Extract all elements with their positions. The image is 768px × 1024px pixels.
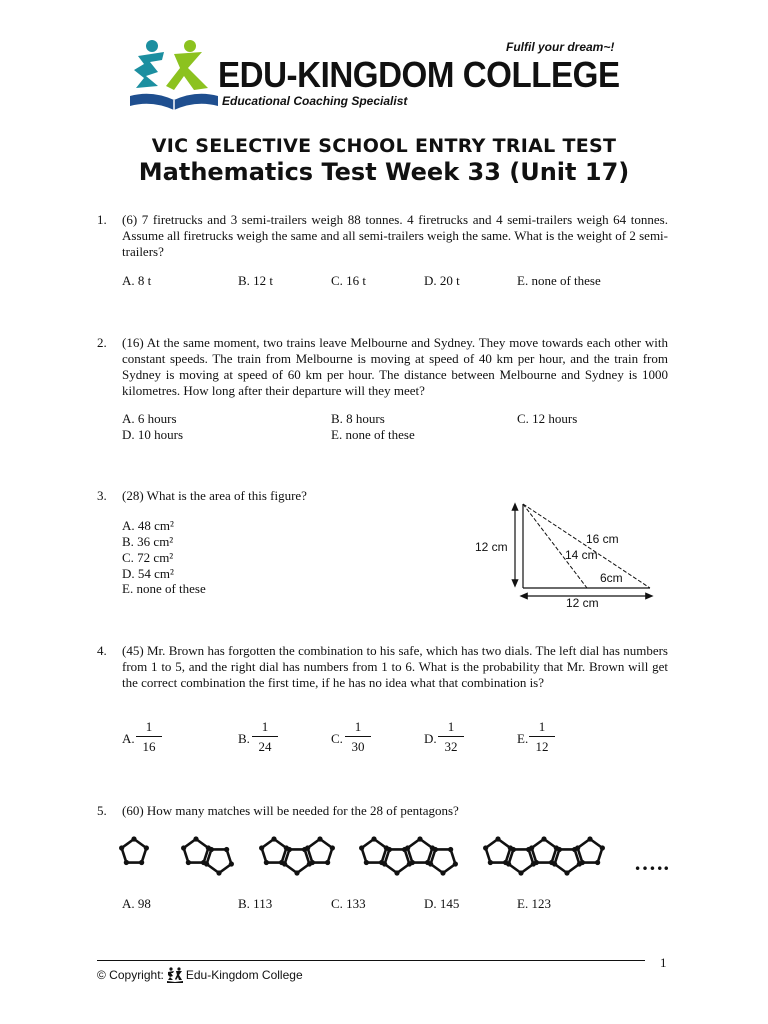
question-5-option-c: C. 133 bbox=[331, 896, 366, 911]
question-3-option-d: D. 54 cm² bbox=[122, 566, 174, 581]
match-head bbox=[595, 860, 600, 865]
test-title: VIC SELECTIVE SCHOOL ENTRY TRIAL TEST bbox=[151, 135, 617, 157]
fraction-denominator: 32 bbox=[444, 739, 458, 754]
match-head bbox=[534, 860, 539, 865]
pentagon-shape bbox=[184, 839, 209, 863]
match-head bbox=[511, 847, 516, 852]
question-1-text: (6) 7 firetrucks and 3 semi-trailers weigh 88 tonnes. 4 firetrucks and 4 semi-trailers weigh 64 tonnes. Assume all firetrucks weigh the same and all semi-trailers weigh the same. What is the weight of 2 semi-trailers? bbox=[122, 212, 668, 259]
match-head bbox=[575, 845, 580, 850]
match-head bbox=[417, 836, 422, 841]
match-head bbox=[364, 860, 369, 865]
match-head bbox=[541, 836, 546, 841]
fraction-numerator: 1 bbox=[538, 719, 546, 734]
match-head bbox=[382, 861, 387, 866]
fraction-denominator: 30 bbox=[351, 739, 365, 754]
match-head bbox=[216, 870, 221, 875]
question-1-option-b: B. 12 t bbox=[238, 273, 274, 288]
match-head bbox=[488, 860, 493, 865]
pentagon-shape bbox=[578, 839, 603, 863]
pentagon-shape bbox=[486, 839, 511, 863]
pentagon-shape bbox=[207, 849, 232, 873]
footer-divider bbox=[97, 960, 645, 961]
match-head bbox=[557, 847, 562, 852]
pentagon-shape bbox=[362, 839, 387, 863]
match-head bbox=[587, 836, 592, 841]
fraction-numerator: 1 bbox=[261, 719, 269, 734]
fraction-numerator: 1 bbox=[354, 719, 362, 734]
question-4-option-c-fraction bbox=[345, 719, 371, 755]
college-name: EDU-KINGDOM COLLEGE bbox=[218, 54, 620, 95]
question-2-number: 2. bbox=[97, 335, 107, 350]
question-2-option-b: B. 8 hours bbox=[331, 411, 385, 426]
question-1-number: 1. bbox=[97, 212, 107, 227]
question-2-option-e: E. none of these bbox=[331, 427, 415, 442]
match-head bbox=[224, 847, 229, 852]
match-head bbox=[394, 870, 399, 875]
match-head bbox=[144, 845, 149, 850]
question-2-option-a: A. 6 hours bbox=[122, 411, 177, 426]
match-head bbox=[405, 845, 410, 850]
figure-height-label: 12 cm bbox=[475, 540, 508, 554]
match-head bbox=[305, 845, 310, 850]
question-4-text: (45) Mr. Brown has forgotten the combination to his safe, which has two dials. The left dial has numbers from 1 to 5, and the right dial has numbers from 1 to 6. What is the probability that Mr. Brown will get the correct combination the first time, if he has no idea what that combination is? bbox=[122, 643, 668, 690]
copyright-notice bbox=[97, 967, 303, 983]
match-head bbox=[359, 845, 364, 850]
match-head bbox=[428, 861, 433, 866]
pentagon-shape bbox=[262, 839, 287, 863]
match-head bbox=[600, 845, 605, 850]
match-head bbox=[131, 836, 136, 841]
question-1-option-a: A. 8 t bbox=[122, 273, 152, 288]
fraction-denominator: 24 bbox=[258, 739, 272, 754]
college-subtitle: Educational Coaching Specialist bbox=[222, 94, 408, 108]
question-3-text: (28) What is the area of this figure? bbox=[122, 488, 307, 503]
question-5-text: (60) How many matches will be needed for the 28 of pentagons? bbox=[122, 803, 459, 818]
match-head bbox=[529, 845, 534, 850]
pentagon-shape bbox=[555, 849, 580, 873]
college-logo bbox=[128, 38, 220, 112]
match-head bbox=[271, 836, 276, 841]
figure-base-label: 12 cm bbox=[566, 596, 599, 610]
question-4-option-e-letter: E. bbox=[517, 731, 529, 746]
match-head bbox=[186, 860, 191, 865]
match-head bbox=[259, 845, 264, 850]
question-2-text: (16) At the same moment, two trains leave Melbourne and Sydney. They move towards each other with constant speeds. The train from Melbourne is moving at speed of 40 km per hour, and the train from Sydney is moving at speed of 60 km per hour. The distance between Melbourne and Sydney is 1000 kilometres. How long after their departure will they meet? bbox=[122, 335, 668, 398]
match-head bbox=[580, 860, 585, 865]
question-3-option-b: B. 36 cm² bbox=[122, 534, 174, 549]
match-head bbox=[387, 847, 392, 852]
question-1-option-c: C. 16 t bbox=[331, 273, 367, 288]
question-2-option-d: D. 10 hours bbox=[122, 427, 184, 442]
match-head bbox=[193, 836, 198, 841]
question-4-option-a-fraction bbox=[136, 719, 162, 755]
figure-hypotenuse-label: 16 cm bbox=[586, 532, 619, 546]
match-head bbox=[317, 836, 322, 841]
fraction-denominator: 16 bbox=[142, 739, 156, 754]
pentagon-shape bbox=[532, 839, 557, 863]
match-head bbox=[229, 861, 234, 866]
question-5-option-e: E. 123 bbox=[517, 896, 551, 911]
sequence-ellipsis: ….. bbox=[634, 850, 670, 875]
match-head bbox=[433, 847, 438, 852]
match-head bbox=[495, 836, 500, 841]
match-head bbox=[330, 845, 335, 850]
question-5-option-d: D. 145 bbox=[424, 896, 460, 911]
question-4-option-d-fraction bbox=[438, 719, 464, 755]
question-5-option-b: B. 113 bbox=[238, 896, 273, 911]
question-3-option-c: C. 72 cm² bbox=[122, 550, 174, 565]
match-head bbox=[204, 861, 209, 866]
pentagon-shape bbox=[285, 849, 310, 873]
match-head bbox=[371, 836, 376, 841]
pentagon-matchstick-sequence bbox=[112, 826, 632, 890]
question-4-option-e-fraction bbox=[529, 719, 555, 755]
question-4-option-b-letter: B. bbox=[238, 731, 250, 746]
figure-inner-label: 14 cm bbox=[565, 548, 598, 562]
fraction-numerator: 1 bbox=[145, 719, 153, 734]
question-3-option-e: E. none of these bbox=[122, 581, 206, 596]
match-head bbox=[287, 847, 292, 852]
page-number: 1 bbox=[660, 955, 667, 970]
question-5-number: 5. bbox=[97, 803, 107, 818]
tagline: Fulfil your dream~! bbox=[506, 40, 615, 54]
pentagon-shape bbox=[509, 849, 534, 873]
pentagon-shape bbox=[385, 849, 410, 873]
question-4-option-d-letter: D. bbox=[424, 731, 437, 746]
question-4-option-c-letter: C. bbox=[331, 731, 343, 746]
copyright-label: © Copyright: bbox=[97, 968, 164, 982]
pentagon-shape bbox=[431, 849, 456, 873]
match-head bbox=[124, 860, 129, 865]
question-4-number: 4. bbox=[97, 643, 107, 658]
match-head bbox=[448, 847, 453, 852]
match-head bbox=[564, 870, 569, 875]
question-4-option-b-fraction bbox=[252, 719, 278, 755]
match-head bbox=[440, 870, 445, 875]
test-subtitle: Mathematics Test Week 33 (Unit 17) bbox=[138, 158, 630, 186]
match-head bbox=[518, 870, 523, 875]
pentagon-shape bbox=[122, 839, 147, 863]
match-head bbox=[119, 845, 124, 850]
college-logo-small-icon bbox=[167, 967, 183, 983]
pentagon-shape bbox=[308, 839, 333, 863]
match-head bbox=[294, 870, 299, 875]
match-head bbox=[552, 861, 557, 866]
match-head bbox=[453, 861, 458, 866]
question-3-option-a: A. 48 cm² bbox=[122, 518, 174, 533]
question-4-option-a-letter: A. bbox=[122, 731, 135, 746]
question-2-option-c: C. 12 hours bbox=[517, 411, 578, 426]
pentagon-shape bbox=[408, 839, 433, 863]
match-head bbox=[310, 860, 315, 865]
match-head bbox=[483, 845, 488, 850]
match-head bbox=[282, 861, 287, 866]
match-head bbox=[325, 860, 330, 865]
match-head bbox=[506, 861, 511, 866]
fraction-denominator: 12 bbox=[535, 739, 549, 754]
question-1-option-d: D. 20 t bbox=[424, 273, 460, 288]
match-head bbox=[264, 860, 269, 865]
copyright-name: Edu-Kingdom College bbox=[185, 968, 303, 982]
question-3-number: 3. bbox=[97, 488, 107, 503]
match-head bbox=[139, 860, 144, 865]
fraction-numerator: 1 bbox=[447, 719, 455, 734]
match-head bbox=[209, 847, 214, 852]
match-head bbox=[410, 860, 415, 865]
question-1-option-e: E. none of these bbox=[517, 273, 601, 288]
figure-segment-label: 6cm bbox=[600, 571, 623, 585]
match-head bbox=[181, 845, 186, 850]
question-5-option-a: A. 98 bbox=[122, 896, 151, 911]
